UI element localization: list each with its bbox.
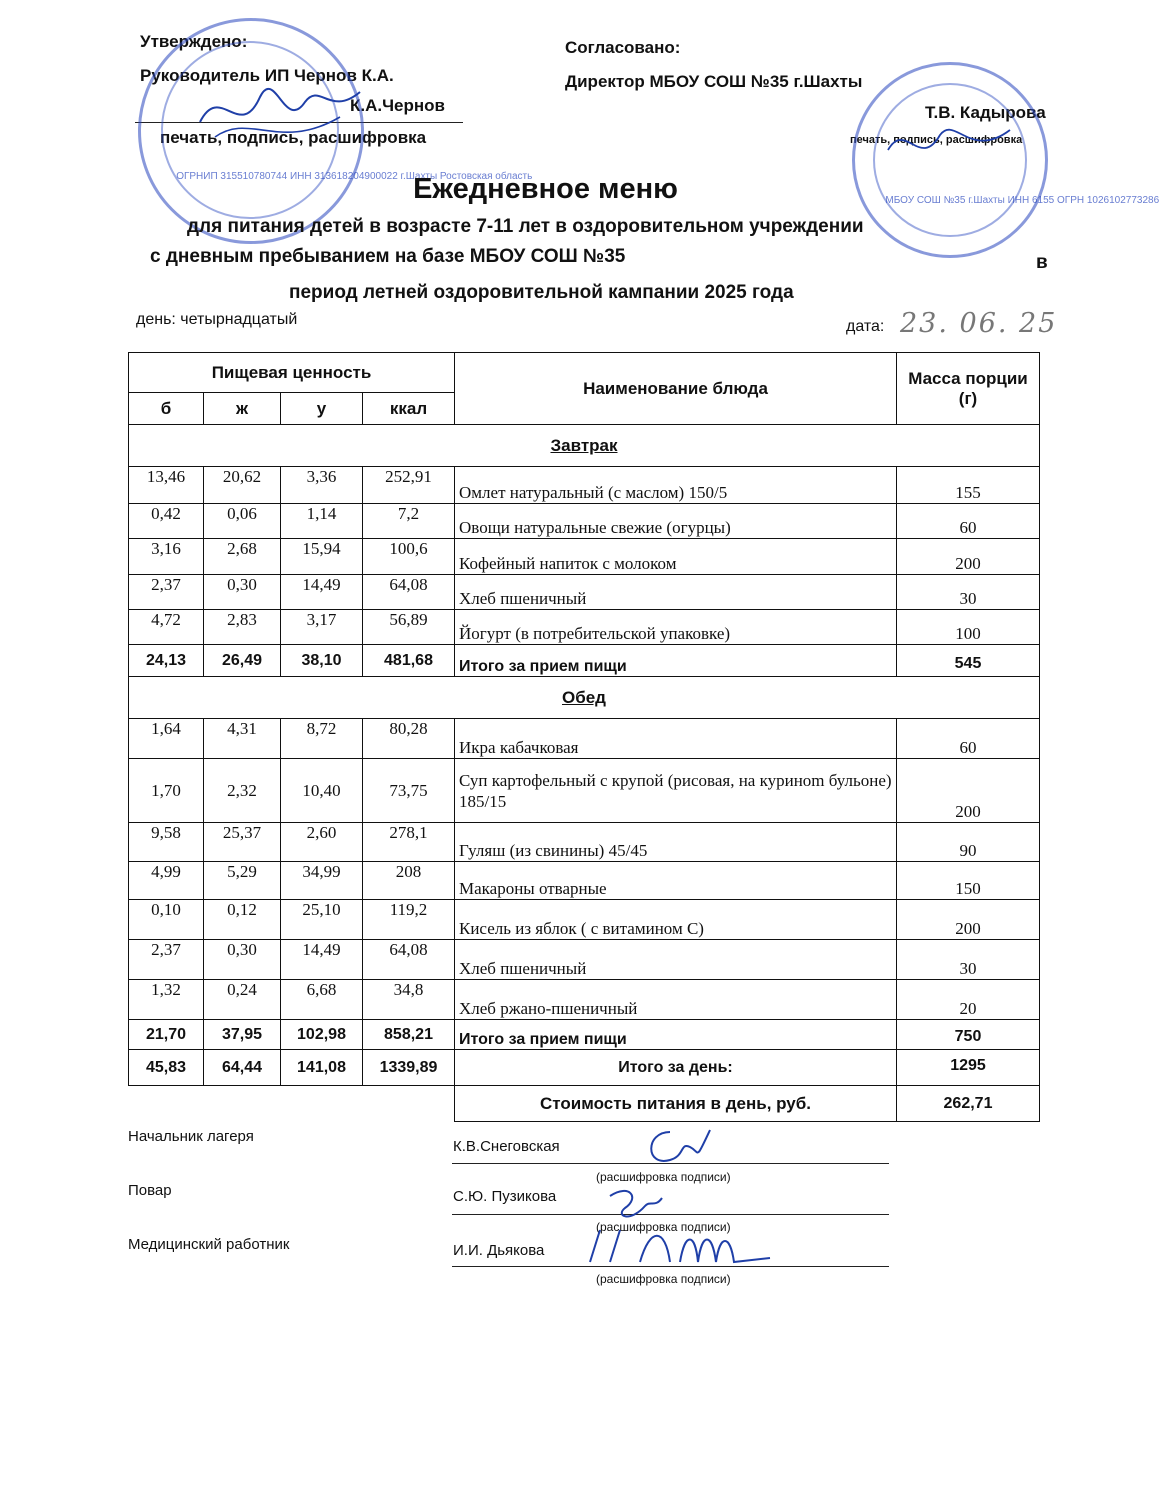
carbs-value: 2,60 bbox=[281, 823, 363, 862]
approver-position: Руководитель ИП Чернов К.А. bbox=[140, 66, 394, 85]
subtitle-line-1: для питания детей в возрасте 7-11 лет в оздоровительном учреждении bbox=[187, 216, 864, 237]
carbs-value: 15,94 bbox=[281, 539, 363, 575]
table-row bbox=[129, 504, 1040, 539]
dish-name: Макароны отварные bbox=[455, 862, 897, 900]
dish-name: Икра кабачковая bbox=[455, 719, 897, 759]
kcal-value: 252,91 bbox=[363, 467, 455, 504]
cost-label: Стоимость питания в день, руб. bbox=[455, 1086, 897, 1122]
medic-name: И.И. Дьякова bbox=[453, 1242, 545, 1259]
approved-label: Утверждено: bbox=[140, 32, 248, 51]
mass-value: 150 bbox=[897, 862, 1040, 900]
protein-total: 21,70 bbox=[129, 1020, 204, 1050]
director-signature-name: Т.В. Кадырова bbox=[925, 103, 1046, 122]
medic-hint: (расшифровка подписи) bbox=[596, 1272, 731, 1286]
table-row bbox=[129, 575, 1040, 610]
day-total-row bbox=[129, 1050, 1040, 1086]
protein-value: 9,58 bbox=[129, 823, 204, 862]
header-nutrition: Пищевая ценность bbox=[129, 353, 455, 393]
day-label: день: четырнадцатый bbox=[136, 311, 298, 328]
protein-value: 2,37 bbox=[129, 940, 204, 980]
camp-head-name: К.В.Снеговская bbox=[453, 1138, 560, 1155]
header-carbs: у bbox=[281, 393, 363, 425]
protein-total: 24,13 bbox=[129, 645, 204, 677]
camp-head-hint: (расшифровка подписи) bbox=[596, 1170, 731, 1184]
protein-value: 1,70 bbox=[129, 759, 204, 823]
table-row bbox=[129, 900, 1040, 940]
mass-day-total: 1295 bbox=[897, 1050, 1040, 1086]
protein-value: 4,72 bbox=[129, 610, 204, 645]
section-lunch: Обед bbox=[129, 677, 1040, 719]
header-protein: б bbox=[129, 393, 204, 425]
fat-value: 2,32 bbox=[204, 759, 281, 823]
dish-name: Хлеб ржано-пшеничный bbox=[455, 980, 897, 1020]
mass-value: 60 bbox=[897, 719, 1040, 759]
mass-total: 750 bbox=[897, 1020, 1040, 1050]
director-signature-scrawl bbox=[880, 110, 1020, 180]
camp-head-signature-scrawl bbox=[640, 1122, 720, 1172]
kcal-value: 278,1 bbox=[363, 823, 455, 862]
kcal-value: 34,8 bbox=[363, 980, 455, 1020]
approver-caption: печать, подпись, расшифровка bbox=[160, 128, 427, 147]
dish-name: Хлеб пшеничный bbox=[455, 575, 897, 610]
dish-name: Кисель из яблок ( с витамином С) bbox=[455, 900, 897, 940]
kcal-value: 56,89 bbox=[363, 610, 455, 645]
fat-total: 37,95 bbox=[204, 1020, 281, 1050]
table-row bbox=[129, 759, 1040, 823]
mass-total: 545 bbox=[897, 645, 1040, 677]
table-row bbox=[129, 539, 1040, 575]
camp-head-role: Начальник лагеря bbox=[128, 1128, 254, 1145]
protein-value: 13,46 bbox=[129, 467, 204, 504]
carbs-total: 102,98 bbox=[281, 1020, 363, 1050]
table-row bbox=[129, 940, 1040, 980]
kcal-total: 481,68 bbox=[363, 645, 455, 677]
protein-value: 4,99 bbox=[129, 862, 204, 900]
header-kcal: ккал bbox=[363, 393, 455, 425]
fat-value: 0,06 bbox=[204, 504, 281, 539]
subtitle-line-3: период летней оздоровительной кампании 2025 года bbox=[289, 282, 794, 303]
approver-signature-scrawl bbox=[190, 62, 370, 157]
kcal-value: 100,6 bbox=[363, 539, 455, 575]
kcal-total: 858,21 bbox=[363, 1020, 455, 1050]
carbs-value: 8,72 bbox=[281, 719, 363, 759]
school-stamp-text: МБОУ СОШ №35 г.Шахты ИНН 6155 ОГРН 1026102773286 bbox=[885, 195, 1159, 206]
protein-day-total: 45,83 bbox=[129, 1050, 204, 1086]
document-title: Ежедневное меню bbox=[413, 173, 678, 205]
fat-day-total: 64,44 bbox=[204, 1050, 281, 1086]
carbs-value: 34,99 bbox=[281, 862, 363, 900]
kcal-value: 119,2 bbox=[363, 900, 455, 940]
protein-value: 0,42 bbox=[129, 504, 204, 539]
lunch-total-row bbox=[129, 1020, 1040, 1050]
carbs-value: 14,49 bbox=[281, 575, 363, 610]
cost-row bbox=[129, 1086, 1040, 1122]
subtitle-trailing: в bbox=[1036, 252, 1048, 273]
table-row bbox=[129, 610, 1040, 645]
director-caption: печать, подпись, расшифровка bbox=[850, 134, 1023, 146]
day-total-label: Итого за день: bbox=[455, 1050, 897, 1086]
fat-value: 5,29 bbox=[204, 862, 281, 900]
carbs-value: 3,17 bbox=[281, 610, 363, 645]
meal-total-label: Итого за прием пищи bbox=[455, 645, 897, 677]
fat-value: 4,31 bbox=[204, 719, 281, 759]
section-breakfast: Завтрак bbox=[129, 425, 1040, 467]
cook-hint: (расшифровка подписи) bbox=[596, 1220, 731, 1234]
mass-value: 90 bbox=[897, 823, 1040, 862]
header-fat: ж bbox=[204, 393, 281, 425]
dish-name: Омлет натуральный (с маслом) 150/5 bbox=[455, 467, 897, 504]
carbs-value: 1,14 bbox=[281, 504, 363, 539]
cost-value: 262,71 bbox=[897, 1086, 1040, 1122]
mass-value: 30 bbox=[897, 940, 1040, 980]
meal-total-label: Итого за прием пищи bbox=[455, 1020, 897, 1050]
carbs-total: 38,10 bbox=[281, 645, 363, 677]
subtitle-line-2: с дневным пребыванием на базе МБОУ СОШ №35 bbox=[150, 246, 626, 267]
fat-value: 0,24 bbox=[204, 980, 281, 1020]
fat-value: 2,83 bbox=[204, 610, 281, 645]
breakfast-total-row bbox=[129, 645, 1040, 677]
carbs-value: 6,68 bbox=[281, 980, 363, 1020]
kcal-value: 64,08 bbox=[363, 940, 455, 980]
carbs-value: 25,10 bbox=[281, 900, 363, 940]
cook-signature-scrawl bbox=[600, 1178, 670, 1228]
protein-value: 0,10 bbox=[129, 900, 204, 940]
table-row bbox=[129, 980, 1040, 1020]
mass-value: 200 bbox=[897, 759, 1040, 823]
medic-role: Медицинский работник bbox=[128, 1236, 290, 1253]
kcal-value: 80,28 bbox=[363, 719, 455, 759]
entrepreneur-stamp-text: ОГРНИП 315510780744 ИНН 313618204900022 г.Шахты Ростовская область bbox=[176, 171, 533, 182]
table-row bbox=[129, 823, 1040, 862]
dish-name: Овощи натуральные свежие (огурцы) bbox=[455, 504, 897, 539]
fat-value: 0,12 bbox=[204, 900, 281, 940]
approver-signature-name: К.А.Чернов bbox=[350, 96, 445, 115]
dish-name: Йогурт (в потребительской упаковке) bbox=[455, 610, 897, 645]
dish-name: Хлеб пшеничный bbox=[455, 940, 897, 980]
protein-value: 1,32 bbox=[129, 980, 204, 1020]
kcal-value: 73,75 bbox=[363, 759, 455, 823]
mass-value: 30 bbox=[897, 575, 1040, 610]
carbs-day-total: 141,08 bbox=[281, 1050, 363, 1086]
fat-value: 2,68 bbox=[204, 539, 281, 575]
table-row bbox=[129, 719, 1040, 759]
kcal-value: 64,08 bbox=[363, 575, 455, 610]
protein-value: 3,16 bbox=[129, 539, 204, 575]
agreed-label: Согласовано: bbox=[565, 38, 681, 57]
date-value: 23. 06. 25 bbox=[900, 308, 1058, 339]
mass-value: 200 bbox=[897, 539, 1040, 575]
mass-value: 20 bbox=[897, 980, 1040, 1020]
protein-value: 2,37 bbox=[129, 575, 204, 610]
dish-name: Гуляш (из свинины) 45/45 bbox=[455, 823, 897, 862]
table-row bbox=[129, 862, 1040, 900]
fat-value: 25,37 bbox=[204, 823, 281, 862]
dish-name: Кофейный напиток с молоком bbox=[455, 539, 897, 575]
fat-value: 20,62 bbox=[204, 467, 281, 504]
carbs-value: 3,36 bbox=[281, 467, 363, 504]
kcal-value: 7,2 bbox=[363, 504, 455, 539]
header-dish: Наименование блюда bbox=[455, 353, 897, 425]
kcal-day-total: 1339,89 bbox=[363, 1050, 455, 1086]
mass-value: 100 bbox=[897, 610, 1040, 645]
mass-value: 200 bbox=[897, 900, 1040, 940]
fat-value: 0,30 bbox=[204, 940, 281, 980]
fat-total: 26,49 bbox=[204, 645, 281, 677]
mass-value: 155 bbox=[897, 467, 1040, 504]
cook-name: С.Ю. Пузикова bbox=[453, 1188, 557, 1205]
kcal-value: 208 bbox=[363, 862, 455, 900]
medic-signature-scrawl bbox=[580, 1222, 780, 1272]
menu-table bbox=[128, 352, 1040, 1122]
cook-signature-line bbox=[452, 1214, 889, 1215]
mass-value: 60 bbox=[897, 504, 1040, 539]
header-mass: Масса порции (г) bbox=[897, 353, 1040, 425]
table-row bbox=[129, 467, 1040, 504]
fat-value: 0,30 bbox=[204, 575, 281, 610]
cook-role: Повар bbox=[128, 1182, 172, 1199]
director-position: Директор МБОУ СОШ №35 г.Шахты bbox=[565, 72, 863, 91]
carbs-value: 10,40 bbox=[281, 759, 363, 823]
dish-name: Суп картофельный с крупой (рисовая, на куриноm бульоне) 185/15 bbox=[455, 759, 897, 823]
protein-value: 1,64 bbox=[129, 719, 204, 759]
date-label: дата: bbox=[846, 318, 885, 335]
carbs-value: 14,49 bbox=[281, 940, 363, 980]
